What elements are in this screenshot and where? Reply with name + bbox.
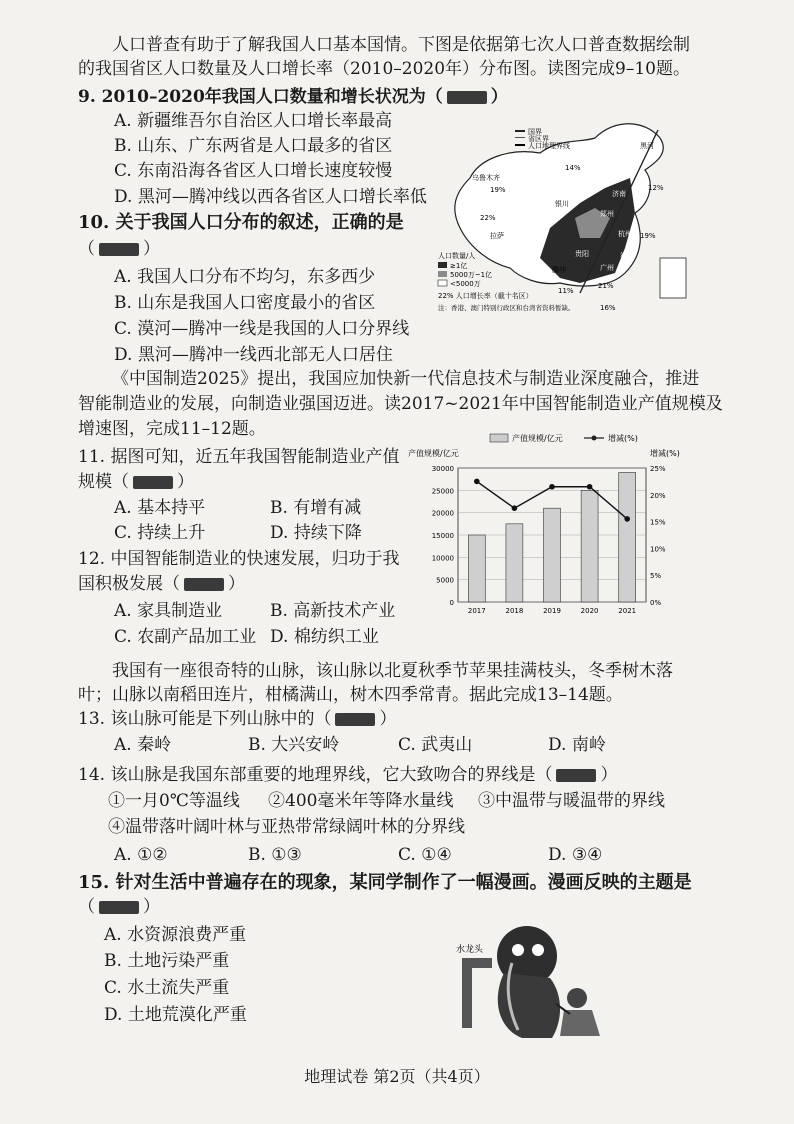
- y-tick-right: 15%: [650, 518, 666, 527]
- water-waste-cartoon: [452, 918, 624, 1046]
- page-footer: 地理试卷 第2页（共4页）: [304, 1067, 490, 1086]
- q10-option-c: C. 漠河—腾冲一线是我国的人口分界线: [114, 319, 410, 339]
- legend-line-label: 增减(%): [608, 434, 638, 443]
- chart-plot: [432, 465, 666, 615]
- label-fuzhou: 福州: [620, 252, 634, 260]
- q15-stem: 15. 针对生活中普遍存在的现象，某同学制作了一幅漫画。漫画反映的主题是: [78, 872, 692, 893]
- pct-14: 14%: [565, 164, 581, 172]
- pct-19b: 19%: [640, 232, 656, 240]
- q14-option-a: A. ①②: [114, 845, 168, 865]
- manufacturing-chart: [406, 430, 702, 620]
- legend-swatch-3: [438, 280, 447, 286]
- q11-option-a: A. 基本持平: [114, 498, 206, 518]
- answer-blank: [447, 91, 487, 104]
- legend-bar-label: 产值规模/亿元: [512, 434, 563, 443]
- q14-statement-4: ④温带落叶阔叶林与亚热带常绿阔叶林的分界线: [108, 817, 465, 837]
- legend-boundary: 国界: [528, 128, 542, 136]
- x-tick-label: 2019: [543, 607, 561, 615]
- y-tick-left: 30000: [431, 465, 454, 473]
- label-guiyang: 贵阳: [575, 250, 589, 258]
- legend-swatch-2: [438, 271, 447, 277]
- q11-option-d: D. 持续下降: [270, 523, 362, 543]
- label-lasa: 拉萨: [490, 232, 504, 240]
- pct-19a: 19%: [490, 186, 506, 194]
- q15-option-c: C. 水土流失严重: [104, 978, 230, 998]
- intro3-line2: 叶；山脉以南稻田连片，柑橘满山，树木四季常青。据此完成13–14题。: [78, 685, 623, 705]
- q9-option-c: C. 东南沿海各省区人口增长速度较慢: [114, 161, 393, 181]
- y-axis-right-label: 增减(%): [650, 449, 680, 458]
- q15-option-b: B. 土地污染严重: [104, 951, 230, 971]
- legend-3: <5000万: [450, 280, 481, 288]
- q15-paren-close: ）: [143, 897, 160, 917]
- pct-22: 22%: [480, 214, 496, 222]
- legend-line-marker: [592, 436, 597, 441]
- bar: [506, 524, 523, 602]
- q15-option-a: A. 水资源浪费严重: [104, 925, 247, 945]
- bar: [468, 535, 485, 602]
- q14-stem-text: 14. 该山脉是我国东部重要的地理界线，它大致吻合的界线是（: [78, 765, 553, 785]
- label-hangzhou: 杭州: [618, 230, 632, 238]
- answer-blank: [184, 578, 224, 591]
- growth-point: [587, 484, 593, 490]
- legend-province-symbol: [515, 137, 525, 138]
- pct-21: 21%: [598, 282, 614, 290]
- q14-statement-1: ①一月0℃等温线: [108, 791, 240, 811]
- q11-option-c: C. 持续上升: [114, 523, 206, 543]
- y-tick-right: 10%: [650, 545, 666, 554]
- q9-option-b: B. 山东、广东两省是人口最多的省区: [114, 136, 393, 156]
- growth-point: [624, 516, 630, 522]
- answer-blank: [99, 243, 139, 256]
- q12-option-a: A. 家具制造业: [114, 601, 223, 621]
- q9-stem: [78, 86, 508, 108]
- q11-stem2-text: 规模（: [78, 472, 129, 492]
- map-note: 注：香港、澳门特别行政区和台湾省资料暂缺。: [438, 304, 575, 312]
- y-tick-right: 0%: [650, 599, 662, 607]
- q12-option-d: D. 棉纺织工业: [270, 627, 379, 647]
- q14-option-b: B. ①③: [248, 845, 302, 865]
- q14-option-c: C. ①④: [398, 845, 452, 865]
- label-guangzhou: 广州: [600, 264, 614, 272]
- q11-stem-line2: [78, 471, 194, 493]
- y-tick-left: 10000: [431, 554, 454, 563]
- y-tick-left: 0: [449, 599, 454, 607]
- legend-bar-swatch: [490, 434, 508, 442]
- q12-stem2-text: 国积极发展（: [78, 574, 180, 594]
- answer-blank: [556, 769, 596, 782]
- south-china-sea-inset: [660, 258, 686, 298]
- legend-1: ≥1亿: [450, 262, 468, 270]
- legend-swatch-1: [438, 262, 447, 268]
- y-tick-left: 15000: [431, 532, 454, 540]
- bar: [581, 490, 598, 602]
- eye-left: [512, 944, 524, 956]
- x-tick-label: 2021: [618, 607, 637, 615]
- pct-11: 11%: [558, 287, 574, 295]
- q14-stem-end: ）: [600, 765, 618, 785]
- q12-stem-line2: [78, 573, 245, 595]
- legend-boundary-symbol: [515, 130, 525, 132]
- x-tick-label: 2017: [467, 607, 486, 615]
- legend-line-symbol: [515, 144, 525, 146]
- q10-option-a: A. 我国人口分布不均匀，东多西少: [114, 267, 376, 287]
- child-head: [567, 988, 587, 1008]
- q14-statement-3: ③中温带与暖温带的界线: [478, 791, 665, 811]
- q11-option-b: B. 有增有减: [270, 498, 362, 518]
- legend-line: 人口地理界线: [528, 142, 570, 150]
- legend-2: 5000万~1亿: [450, 271, 493, 279]
- q10-paren-open: （: [78, 239, 95, 259]
- population-map: [430, 108, 690, 323]
- growth-point: [474, 479, 480, 485]
- q10-option-b: B. 山东是我国人口密度最小的省区: [114, 293, 376, 313]
- y-axis-left-label: 产值规模/亿元: [408, 449, 459, 458]
- eye-right: [532, 944, 544, 956]
- q9-stem-text: 9. 2010–2020年我国人口数量和增长状况为（: [78, 87, 443, 107]
- legend-province: 省区界: [528, 135, 549, 143]
- q9-option-a: A. 新疆维吾尔自治区人口增长率最高: [114, 111, 393, 131]
- q13-option-c: C. 武夷山: [398, 735, 473, 755]
- q10-stem: 10. 关于我国人口分布的叙述，正确的是: [78, 212, 404, 233]
- y-tick-right: 20%: [650, 491, 666, 500]
- q13-option-d: D. 南岭: [548, 735, 606, 755]
- q13-stem-end: ）: [379, 709, 397, 729]
- q9-option-d: D. 黑河—腾冲线以西各省区人口增长率低: [114, 187, 427, 207]
- q12-stem-line1: 12. 中国智能制造业的快速发展，归功于我: [78, 549, 400, 569]
- label-tengchong: 腾冲: [552, 266, 566, 274]
- q13-stem-text: 13. 该山脉可能是下列山脉中的（: [78, 709, 332, 729]
- growth-point: [512, 505, 518, 511]
- y-tick-left: 5000: [436, 576, 454, 585]
- label-zhengzhou: 郑州: [600, 210, 614, 218]
- intro2-line1: 《中国制造2025》提出，我国应加快新一代信息技术与制造业深度融合，推进: [112, 369, 700, 389]
- q10-paren: [78, 238, 160, 260]
- x-tick-label: 2020: [580, 607, 599, 615]
- q12-option-b: B. 高新技术产业: [270, 601, 396, 621]
- y-tick-left: 25000: [431, 487, 454, 496]
- q12-stem-end: ）: [228, 574, 245, 594]
- answer-blank: [99, 901, 139, 914]
- q11-stem-line1: 11. 据图可知，近五年我国智能制造业产值: [78, 447, 400, 467]
- label-yinchuan: 银川: [555, 200, 569, 208]
- growth-point: [549, 484, 555, 490]
- legend-title: 人口数量/人: [438, 252, 476, 260]
- cartoon-label: 水龙头: [456, 945, 484, 955]
- bar: [619, 472, 636, 602]
- x-tick-label: 2018: [505, 607, 524, 615]
- y-tick-right: 5%: [650, 572, 662, 581]
- label-heihe: 黑河: [640, 142, 654, 150]
- q14-option-d: D. ③④: [548, 845, 603, 865]
- intro2-line2: 智能制造业的发展，向制造业强国迈进。读2017~2021年中国智能制造业产值规模及: [78, 394, 723, 414]
- pct-12: 12%: [648, 184, 664, 192]
- q11-stem-end: ）: [177, 472, 194, 492]
- q12-option-c: C. 农副产品加工业: [114, 627, 257, 647]
- y-tick-right: 25%: [650, 465, 666, 473]
- pct-16: 16%: [600, 304, 616, 312]
- intro3-line1: 我国有一座很奇特的山脉，该山脉以北夏秋季节苹果挂满枝头，冬季树木落: [112, 661, 673, 681]
- legend-rate: 22% 人口增长率（截十名区）: [438, 292, 533, 300]
- label-wulumuqi: 乌鲁木齐: [472, 174, 500, 182]
- q14-stem: [78, 764, 617, 786]
- q15-paren: [78, 896, 160, 918]
- q13-option-a: A. 秦岭: [114, 735, 172, 755]
- bar: [544, 508, 561, 602]
- answer-blank: [133, 476, 173, 489]
- y-tick-left: 20000: [431, 509, 454, 518]
- answer-blank: [335, 713, 375, 726]
- q15-paren-open: （: [78, 897, 95, 917]
- intro1-line1: 人口普查有助于了解我国人口基本国情。下图是依据第七次人口普查数据绘制: [112, 35, 690, 55]
- intro2-line3: 增速图，完成11–12题。: [78, 419, 266, 439]
- q9-stem-end: ）: [490, 87, 508, 107]
- intro1-line2: 的我国省区人口数量及人口增长率（2010–2020年）分布图。读图完成9–10题。: [78, 59, 690, 79]
- q13-option-b: B. 大兴安岭: [248, 735, 340, 755]
- q13-stem: [78, 708, 396, 730]
- label-jinan: 济南: [612, 190, 626, 198]
- q10-paren-close: ）: [143, 239, 160, 259]
- q15-option-d: D. 土地荒漠化严重: [104, 1005, 247, 1025]
- q10-option-d: D. 黑河—腾冲一线西北部无人口居住: [114, 345, 393, 365]
- q14-statement-2: ②400毫米年等降水量线: [268, 791, 454, 811]
